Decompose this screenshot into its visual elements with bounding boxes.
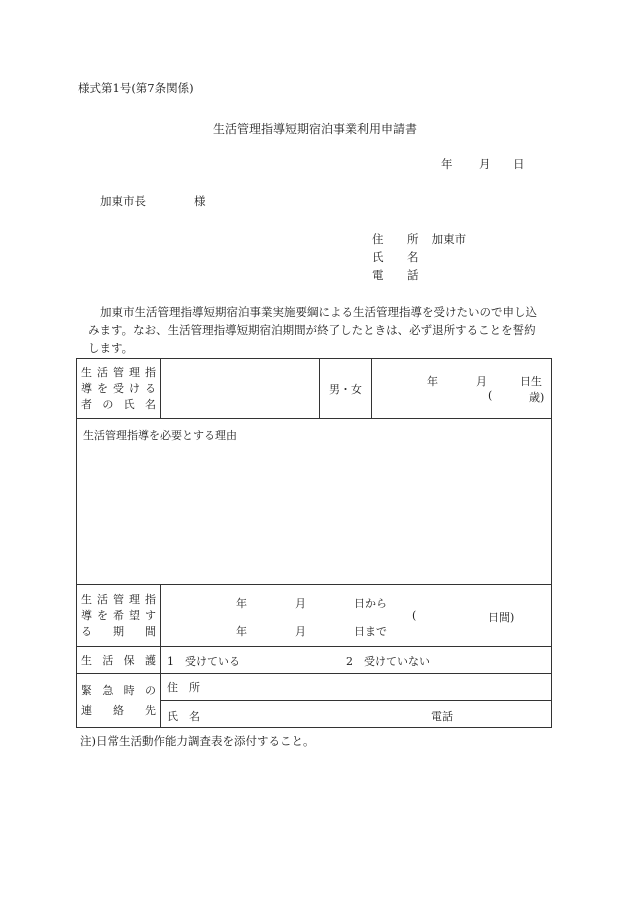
applicant-name-label: 氏 名 <box>372 250 425 264</box>
period-field[interactable] <box>161 585 552 647</box>
emergency-phone-label: 電話 <box>431 710 453 723</box>
applicant-phone-row <box>372 266 466 284</box>
gender-field[interactable] <box>320 359 372 419</box>
applicant-address-value[interactable]: 加東市 <box>431 232 467 246</box>
emergency-label-line-1: 緊急時の <box>81 683 156 697</box>
applicant-address-label: 住 所 <box>372 232 425 246</box>
age-close: 歳) <box>529 391 545 404</box>
days-open: ( <box>412 609 417 622</box>
person-name-field[interactable] <box>161 359 320 419</box>
emergency-name-field[interactable] <box>161 701 552 728</box>
emergency-address-label: 住 所 <box>167 681 200 694</box>
age-open: ( <box>488 389 493 402</box>
emergency-address-row <box>77 674 552 701</box>
intro-line-2: みます。なお、生活管理指導短期宿泊期間が終了したときは、必ず退所することを誓約 <box>88 323 536 337</box>
applicant-address-row <box>372 230 466 248</box>
person-label <box>77 359 161 419</box>
period-row <box>77 585 552 647</box>
applicant-name-row <box>372 248 466 266</box>
birth-year-label: 年 <box>427 375 438 388</box>
from-day: 日から <box>354 597 387 610</box>
intro-line-1: 加東市生活管理指導短期宿泊事業実施要綱による生活管理指導を受けたいので申し込 <box>100 305 537 319</box>
birth-month-label: 月 <box>476 375 487 388</box>
person-label-line-3: 者の氏名 <box>81 397 156 411</box>
welfare-label-text: 生活保護 <box>81 654 156 667</box>
welfare-option-2[interactable]: 2 受けていない <box>346 655 430 668</box>
period-label <box>77 585 161 647</box>
intro-line-3: します。 <box>88 341 134 355</box>
period-label-line-2: 導を希望す <box>81 608 156 622</box>
application-table <box>76 358 552 728</box>
emergency-label-line-2: 連絡先 <box>81 703 156 717</box>
emergency-name-label: 氏 名 <box>167 710 200 723</box>
attachment-note: 注)日常生活動作能力調査表を添付すること。 <box>80 734 315 748</box>
addressee-honorific: 様 <box>194 194 206 208</box>
applicant-block <box>372 230 466 284</box>
to-day: 日まで <box>354 625 387 638</box>
emergency-address-field[interactable] <box>161 674 552 701</box>
from-year: 年 <box>236 597 247 610</box>
applicant-phone-label: 電 話 <box>372 268 425 282</box>
welfare-row <box>77 647 552 674</box>
gender-options: 男・女 <box>329 382 362 396</box>
period-label-line-1: 生活管理指 <box>81 592 156 606</box>
reason-row <box>77 419 552 585</box>
person-label-line-2: 導を受ける <box>81 381 156 395</box>
emergency-label <box>77 674 161 728</box>
birthdate-field[interactable] <box>372 359 552 419</box>
welfare-label <box>77 647 161 674</box>
reason-field[interactable] <box>77 419 552 585</box>
to-year: 年 <box>236 625 247 638</box>
document-title: 生活管理指導短期宿泊事業利用申請書 <box>212 122 417 136</box>
welfare-field[interactable] <box>161 647 552 674</box>
date-day: 日 <box>513 157 525 171</box>
to-month: 月 <box>295 625 306 638</box>
person-row <box>77 359 552 419</box>
birth-day-label: 日生 <box>520 375 542 388</box>
form-number: 様式第1号(第7条関係) <box>78 81 194 95</box>
from-month: 月 <box>295 597 306 610</box>
addressee <box>100 193 206 209</box>
date-year: 年 <box>441 157 453 171</box>
addressee-name: 加東市長 <box>100 194 146 208</box>
days-close: 日間) <box>488 611 515 624</box>
period-label-line-3: る期間 <box>81 624 156 638</box>
welfare-option-1[interactable]: 1 受けている <box>167 655 240 668</box>
date-month: 月 <box>479 157 491 171</box>
person-label-line-1: 生活管理指 <box>81 365 156 379</box>
reason-label: 生活管理指導を必要とする理由 <box>83 429 237 442</box>
intro-paragraph <box>88 303 558 357</box>
